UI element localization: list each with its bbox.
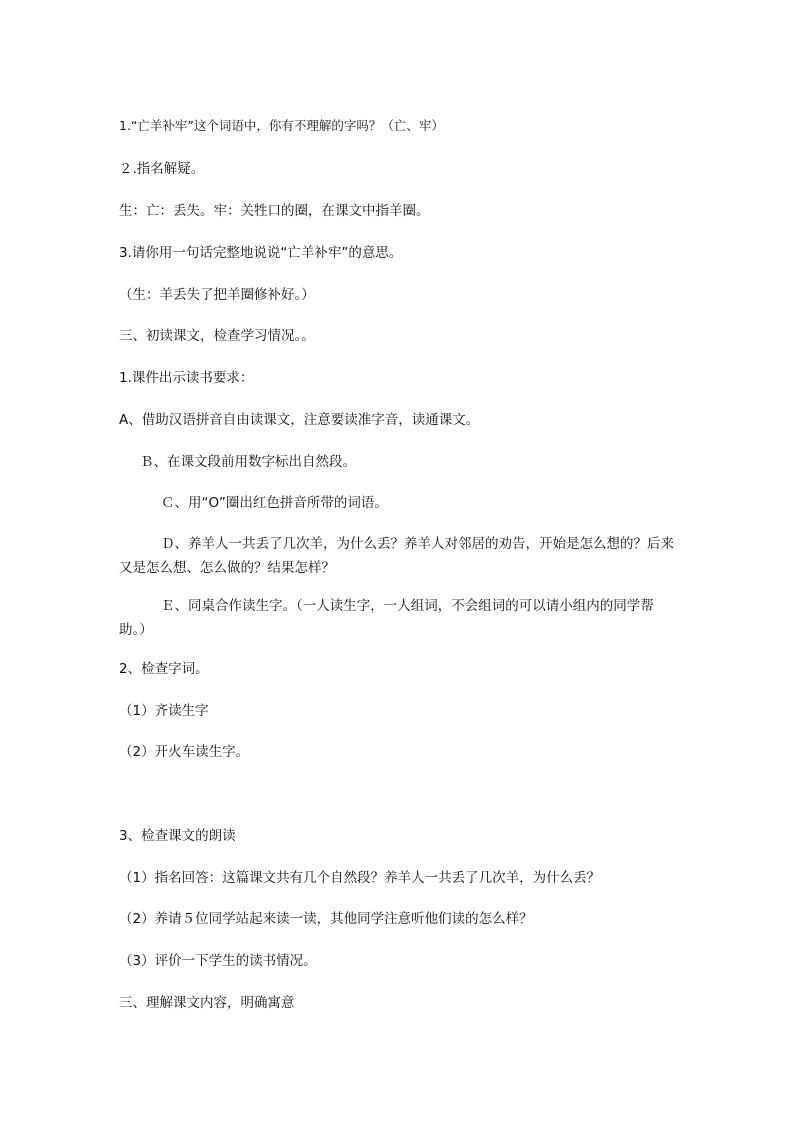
check-reading-step-1: （1）指名回答：这篇课文共有几个自然段？养羊人一共丢了几次羊，为什么丢？	[119, 870, 601, 886]
reading-requirements-title: 1.课件出示读书要求：	[119, 370, 254, 386]
step-2-explain: ２.指名解疑。	[119, 161, 205, 177]
check-reading-step-2: （2）养请５位同学站起来读一读，其他同学注意听他们读的怎么样？	[119, 911, 533, 927]
student-answer-meaning: （生：羊丢失了把羊圈修补好。）	[119, 287, 315, 303]
requirement-b: Ｂ、在课文段前用数字标出自然段。	[140, 454, 356, 470]
section-understand-heading: 三、理解课文内容，明确寓意	[119, 995, 295, 1011]
requirement-e: Ｅ、同桌合作读生字。（一人读生字，一人组词，不会组词的可以请小组内的同学帮助。）	[119, 598, 654, 638]
check-reading-heading: 3、检查课文的朗读	[119, 828, 236, 844]
requirement-d: Ｄ、养羊人一共丢了几次羊，为什么丢？养羊人对邻居的劝告，开始是怎么想的？后来又是怎么想、怎么做的？结果怎样？	[119, 536, 674, 576]
check-words-step-2: （2）开火车读生字。	[119, 744, 250, 760]
requirement-a: A、借助汉语拼音自由读课文，注意要读准字音，读通课文。	[119, 412, 480, 428]
requirement-c: Ｃ、用“O”圈出红色拼音所带的词语。	[161, 495, 388, 511]
check-reading-step-3: （3）评价一下学生的读书情况。	[119, 953, 317, 969]
question-3: 3.请你用一句话完整地说说“亡羊补牢”的意思。	[119, 245, 403, 261]
check-words-step-1: （1）齐读生字	[119, 703, 209, 719]
check-words-heading: 2、检查字词。	[119, 661, 209, 677]
student-answer-words: 生：亡：丢失。牢：关牲口的圈，在课文中指羊圈。	[119, 203, 430, 219]
section-3-heading: 三、初读课文，检查学习情况。。	[119, 328, 315, 344]
question-1: 1.“亡羊补牢”这个词语中，你有不理解的字吗？（亡、牢）	[119, 118, 444, 133]
